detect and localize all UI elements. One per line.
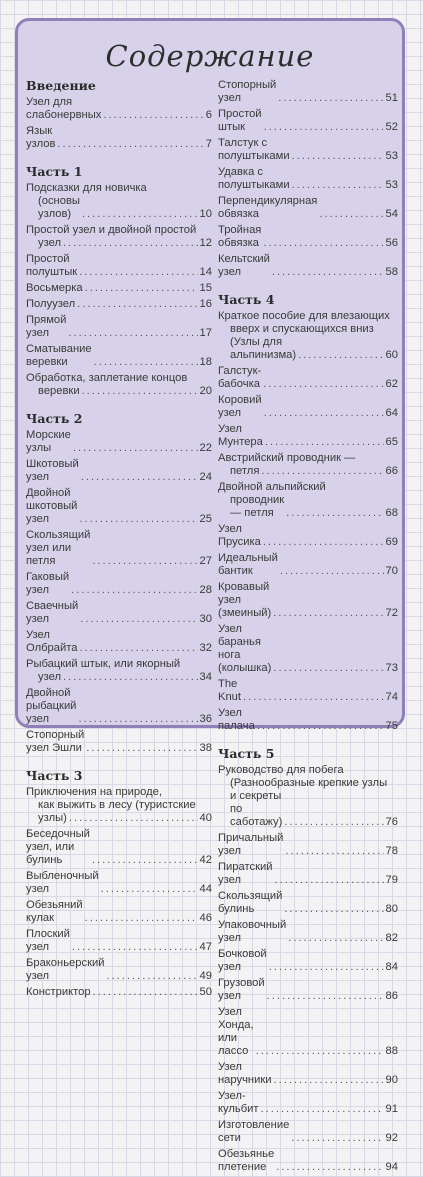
page-number: 79 [385,874,398,886]
dot-leader [78,713,197,726]
page-number: 91 [385,1103,398,1115]
section-heading: Часть 5 [218,746,275,761]
toc-entry [218,1006,398,1058]
page-number: 69 [385,536,398,548]
toc-entry-line: Австрийский проводник — [218,452,356,464]
page-number: 92 [385,1132,398,1144]
toc-entry-title: узел [38,671,61,683]
toc-entry-title: Узел для слабонервных [26,96,102,121]
section-heading: Часть 1 [26,164,83,179]
toc-entry-title: Бочковой узел [218,948,267,973]
page-number: 38 [199,742,212,754]
toc-entry-title: Скользящий булинь [218,890,283,915]
toc-entry-title: Двойной рыбацкий узел [26,687,77,725]
toc-entry [218,678,398,704]
toc-section [218,747,398,1174]
toc-entry-title: Стопорный узел [218,79,277,104]
left-column [26,79,212,1002]
toc-entry-title: Обезьяний кулак [26,899,83,924]
toc-entry-title: Обезьянье плетение [218,1148,275,1173]
dot-leader [276,1161,383,1174]
toc-entry [218,253,398,279]
toc-entry [218,861,398,887]
toc-section [26,412,212,755]
page-number: 76 [385,816,398,828]
page-number: 15 [199,282,212,294]
toc-entry-title: Скользящий узел или петля [26,529,91,567]
page-number: 25 [199,513,212,525]
toc-entry-title: Узел-кульбит [218,1090,259,1115]
toc-entry-title: Сваечный узел [26,600,79,625]
toc-entry-title: Полуузел [26,298,76,310]
page-number: 12 [199,237,212,249]
toc-entry [218,581,398,620]
dot-leader [284,816,383,829]
page-number: 52 [385,121,398,133]
toc-entry-title: Узел баранья нога (колышка) [218,623,272,674]
dot-leader [267,990,384,1003]
toc-entry-title: Двойной шкотовый узел [26,487,78,525]
dot-leader [257,720,384,733]
page-number: 22 [199,442,212,454]
dot-leader [103,109,203,122]
toc-entry [26,314,212,340]
page-number: 75 [385,720,398,732]
toc-entry-title: Прямой узел [26,314,67,339]
toc-entry [26,899,212,925]
dot-leader [77,298,197,311]
page-number: 74 [385,691,398,703]
toc-entry [218,195,398,221]
toc-entry-title: Морские узлы [26,429,71,454]
page-number: 42 [199,854,212,866]
dot-leader [101,883,198,896]
toc-entry-title: Шкотовый узел [26,458,79,483]
dot-leader [256,1045,384,1058]
page-number: 53 [385,179,398,191]
section-heading: Часть 4 [218,292,275,307]
toc-entry-title: Идеальный бантик [218,552,278,577]
dot-leader [68,327,197,340]
section-heading: Часть 3 [26,768,83,783]
page-number: 86 [385,990,398,1002]
toc-entry [26,671,212,684]
page-number: 84 [385,961,398,973]
dot-leader [291,1132,383,1145]
toc-entry-title: Сматывание веревки [26,343,92,368]
page-number: 7 [205,138,212,150]
page-number: 88 [385,1045,398,1057]
toc-entry [218,707,398,733]
toc-entry [26,343,212,369]
toc-entry-title: веревки [38,385,80,397]
dot-leader [79,266,197,279]
toc-entry-title: Упаковочный узел [218,919,287,944]
toc-entry-title: Плоский узел [26,928,70,953]
toc-entry [26,125,212,151]
dot-leader [263,536,384,549]
toc-entry-line: Двойной альпийский [218,481,326,493]
dot-leader [93,986,198,999]
toc-entry-line: Простой узел и двойной простой [26,224,197,236]
page-number: 62 [385,378,398,390]
dot-leader [274,1074,384,1087]
page-title: Содержание [105,39,315,73]
page-number: 24 [199,471,212,483]
toc-entry-title: Удавка с полуштыками [218,166,290,191]
dot-leader [79,513,197,526]
toc-entry [26,429,212,455]
toc-entry-line: Подсказки для новичка [26,182,147,194]
page-number: 82 [385,932,398,944]
toc-entry [26,957,212,983]
toc-entry [218,1090,398,1116]
toc-entry [218,1148,398,1174]
dot-leader [85,282,198,295]
toc-entry-line: Приключения на природе, [26,786,162,798]
page-number: 72 [385,607,398,619]
dot-leader [264,121,384,134]
page-number: 53 [385,150,398,162]
page-number: 64 [385,407,398,419]
toc-entry [218,890,398,916]
toc-entry [218,79,398,105]
toc-entry-line: вверх и спускающихся вниз [230,323,374,335]
page-number: 54 [385,208,398,220]
toc-entry [218,365,398,391]
toc-entry [26,298,212,311]
toc-entry-line: Краткое пособие для влезающих [218,310,390,322]
toc-entry-title: и секреты по саботажу) [230,790,283,828]
toc-entry [26,828,212,867]
toc-entry-line: Рыбацкий штык, или якорный [26,658,181,670]
section-heading: Часть 2 [26,411,83,426]
dot-leader [263,237,383,250]
toc-entry-title: Констриктор [26,986,91,998]
toc-entry [218,552,398,578]
toc-entry [26,282,212,295]
page-number: 32 [199,642,212,654]
toc-entry-title: Язык узлов [26,125,56,150]
dot-leader [286,507,383,520]
toc-entry-title: Восьмерка [26,282,83,294]
toc-section [218,79,398,279]
toc-entry [218,394,398,420]
toc-entry [218,137,398,163]
dot-leader [72,941,198,954]
toc-entry-title: Узел Мунтера [218,423,263,448]
toc-entry-title: Узел Прусика [218,523,261,548]
page-number: 44 [199,883,212,895]
toc-entry [218,336,398,362]
dot-leader [285,845,383,858]
dot-leader [319,208,383,221]
page-number: 46 [199,912,212,924]
dot-leader [63,671,198,684]
toc-entry [26,96,212,122]
page-number: 66 [385,465,398,477]
dot-leader [71,584,197,597]
toc-entry [26,253,212,279]
page-number: 60 [385,349,398,361]
toc-entry [218,977,398,1003]
toc-entry-title: Кельтский узел [218,253,270,278]
toc-section [26,79,212,151]
toc-entry [26,729,212,755]
toc-entry [218,494,398,520]
dot-leader [243,691,384,704]
page-number: 90 [385,1074,398,1086]
page-number: 34 [199,671,212,683]
dot-leader [69,812,198,825]
dot-leader [298,349,383,362]
toc-entry-line: Обработка, заплетание концов [26,372,188,384]
page-number: 20 [199,385,212,397]
dot-leader [73,442,198,455]
toc-entry-title: Грузовой узел [218,977,265,1002]
toc-entry-title: Талстук с полуштыками [218,137,290,162]
dot-leader [63,237,198,250]
page-number: 51 [385,92,398,104]
dot-leader [92,854,198,867]
toc-entry [26,385,212,398]
dot-leader [273,607,383,620]
dot-leader [263,378,383,391]
toc-entry-title: Беседочный узел, или булинь [26,828,90,866]
toc-entry [218,166,398,192]
toc-entry [218,919,398,945]
toc-entry-title: Узел Хонда, или лассо [218,1006,254,1057]
page-number: 50 [199,986,212,998]
page-number: 36 [199,713,212,725]
toc-entry-title: Узел палача [218,707,255,732]
dot-leader [79,642,197,655]
dot-leader [284,903,383,916]
toc-entry-title: Выбленочный узел [26,870,99,895]
dot-leader [57,138,203,151]
toc-entry-title: Тройная обвязка [218,224,262,249]
page-number: 58 [385,266,398,278]
page-number: 70 [385,565,398,577]
toc-entry-title: (Узлы для альпинизма) [230,336,297,361]
page-number: 14 [199,266,212,278]
dot-leader [82,208,198,221]
toc-entry [26,195,212,221]
page-number: 10 [199,208,212,220]
page-number: 65 [385,436,398,448]
toc-entry-title: The Knut [218,678,242,703]
toc-entry [26,237,212,250]
toc-entry [26,600,212,626]
toc-entry-title: Изготовление сети [218,1119,290,1144]
dot-leader [86,742,197,755]
toc-entry [218,790,398,829]
dot-leader [269,961,384,974]
toc-entry [218,1119,398,1145]
toc-entry-title: Простой штык [218,108,262,133]
toc-section [26,165,212,398]
dot-leader [292,179,384,192]
dot-leader [292,150,384,163]
dot-leader [80,613,197,626]
toc-entry [218,224,398,250]
dot-leader [273,662,383,675]
toc-entry [218,523,398,549]
dot-leader [280,565,384,578]
toc-section [218,293,398,733]
toc-entry-title: Перпендикулярная обвязка [218,195,318,220]
toc-entry [26,629,212,655]
toc-entry [26,870,212,896]
toc-entry [26,812,212,825]
dot-leader [272,266,384,279]
toc-entry-title: Гаковый узел [26,571,70,596]
toc-entry [26,928,212,954]
toc-entry [26,529,212,568]
toc-entry [218,1061,398,1087]
toc-entry-line: как выжить в лесу (туристские [38,799,196,811]
toc-entry-title: Галстук-бабочка [218,365,262,390]
dot-leader [94,356,198,369]
page-number: 49 [199,970,212,982]
toc-entry-title: узел [38,237,61,249]
toc-entry [218,623,398,675]
toc-entry-title: проводник — петля [230,494,285,519]
toc-entry [26,571,212,597]
toc-entry-title: узлы) [38,812,67,824]
toc-entry [218,465,398,478]
page-number: 80 [385,903,398,915]
toc-entry [26,687,212,726]
page-number: 30 [199,613,212,625]
page-number: 56 [385,237,398,249]
page-number: 78 [385,845,398,857]
right-column [218,79,398,1177]
page-number: 68 [385,507,398,519]
section-heading: Введение [26,78,96,93]
dot-leader [92,555,197,568]
dot-leader [261,465,383,478]
toc-entry-title: Коровий узел [218,394,262,419]
toc-entry-line: (Разнообразные крепкие узлы [230,777,388,789]
toc-entry [218,832,398,858]
dot-leader [264,407,384,420]
dot-leader [85,912,198,925]
dot-leader [274,874,383,887]
page-number: 28 [199,584,212,596]
toc-entry [218,423,398,449]
page-number: 27 [199,555,212,567]
dot-leader [261,1103,384,1116]
toc-entry-title: петля [230,465,260,477]
contents-panel [15,18,405,1173]
page-number: 16 [199,298,212,310]
dot-leader [106,970,197,983]
page-number: 6 [205,109,212,121]
dot-leader [278,92,383,105]
page-number: 73 [385,662,398,674]
toc-entry [26,986,212,999]
toc-entry [26,458,212,484]
toc-entry-title: Причальный узел [218,832,284,857]
toc-entry-line: Руководство для побега [218,764,344,776]
page-number: 94 [385,1161,398,1173]
dot-leader [288,932,383,945]
toc-entry [218,108,398,134]
toc-entry-title: Пиратский узел [218,861,273,886]
toc-entry-title: Кровавый узел (змеиный) [218,581,272,619]
toc-entry [218,948,398,974]
toc-entry-title: Узел Олбрайта [26,629,78,654]
toc-entry-title: (основы узлов) [38,195,80,220]
page-number: 40 [199,812,212,824]
dot-leader [82,385,198,398]
page-number: 47 [199,941,212,953]
page-number: 17 [199,327,212,339]
dot-leader [81,471,198,484]
toc-entry-title: Браконьерский узел [26,957,105,982]
page-number: 18 [199,356,212,368]
dot-leader [265,436,384,449]
toc-entry [26,487,212,526]
toc-entry-title: Простой полуштык [26,253,78,278]
toc-entry-title: Узел наручники [218,1061,272,1086]
toc-entry-title: Стопорный узел Эшли [26,729,85,754]
toc-section [26,769,212,999]
